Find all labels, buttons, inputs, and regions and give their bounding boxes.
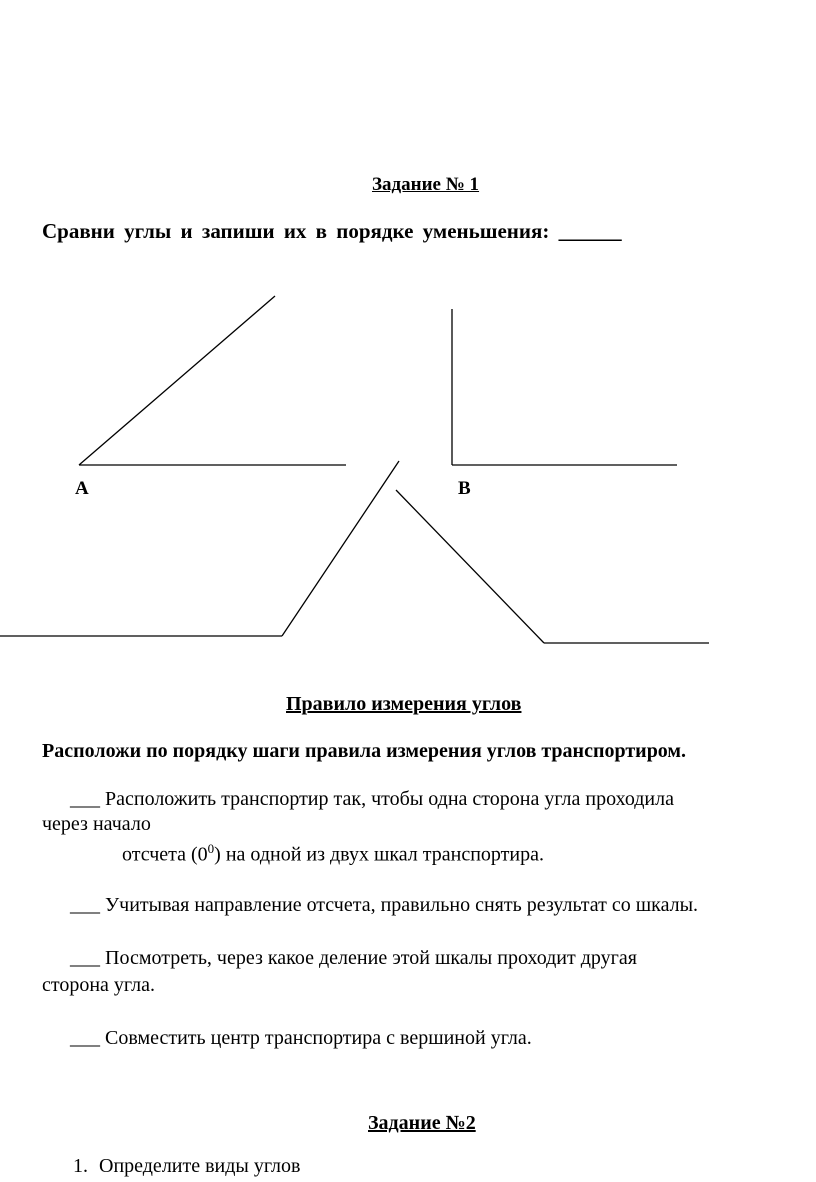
task1-instruction: Сравни углы и запиши их в порядке уменьшения: ______ [42,219,622,243]
step-1-line-3 [122,841,544,867]
step-4-text: Совместить центр транспортира с вершиной угла. [105,1027,532,1049]
step-2-text: Учитывая направление отсчета, правильно снять результат со шкалы. [105,894,699,916]
task2-title: Задание №2 [368,1112,476,1134]
angle-c-ray-slant [282,461,399,636]
step-3-blank: ___ [70,947,100,969]
task2-item-1 [73,1155,300,1178]
step-3-text: Посмотреть, через какое деление этой шкалы проходит другая [105,947,637,969]
angle-label-a: A [75,478,89,499]
step-1-blank: ___ [70,788,100,810]
step-1-line-2: через начало [42,813,151,835]
step-1-line-3-suffix: ) на одной из двух шкал транспортира. [214,843,544,866]
task2-item-number: 1. [73,1155,88,1177]
step-3-line-1 [70,947,637,970]
angle-label-b: B [458,478,471,499]
rule-title: Правило измерения углов [286,693,522,715]
step-1-text: Расположить транспортир так, чтобы одна сторона угла проходила [105,788,674,810]
step-1-degree-sup: 0 [207,841,215,856]
step-2-line-1 [70,894,698,917]
step-4-line-1 [70,1027,532,1050]
step-4-blank: ___ [70,1027,100,1049]
rule-instruction: Расположи по порядку шаги правила измерения углов транспортиром. [42,740,687,762]
step-3-line-2: сторона угла. [42,974,155,996]
step-1-line-1 [70,788,674,811]
angle-d-ray-slant [396,490,544,643]
step-1-line-3-prefix: отсчета (0 [122,843,208,866]
step-2-blank: ___ [70,894,100,916]
angle-a-ray-upper [79,296,275,465]
task1-title: Задание № 1 [372,174,480,195]
task2-item-text: Определите виды углов [99,1155,301,1177]
